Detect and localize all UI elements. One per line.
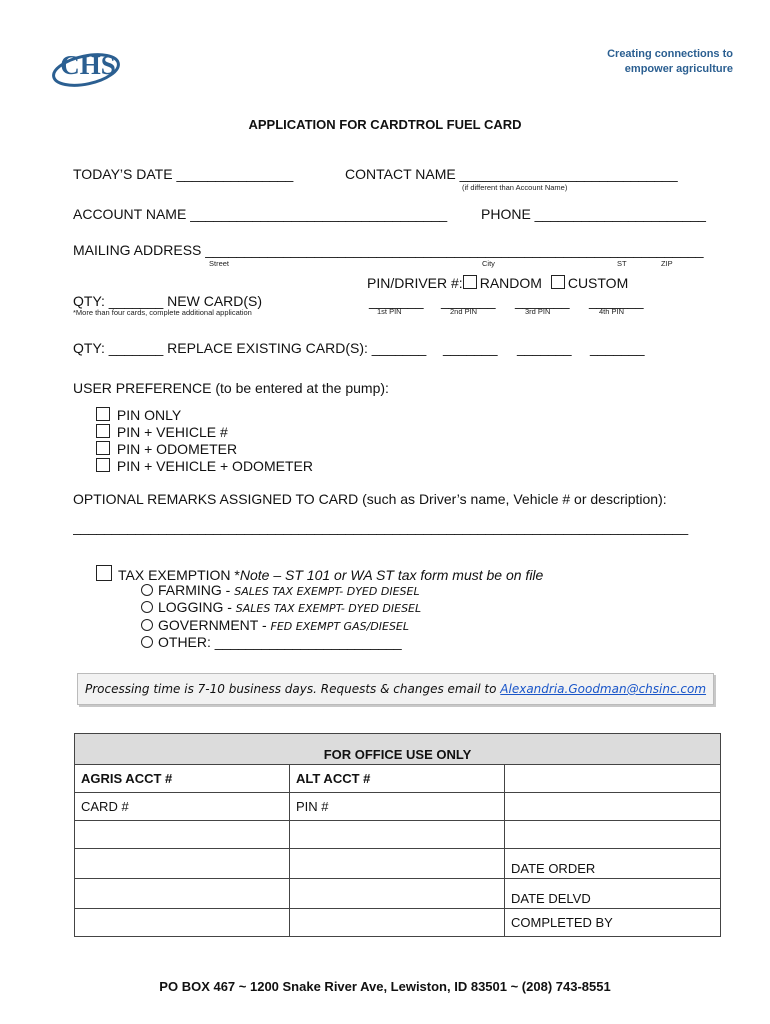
todays-date-field[interactable]: TODAY’S DATE _______________ xyxy=(73,166,294,182)
office-blank-cell xyxy=(75,879,290,909)
office-use-table xyxy=(74,733,721,937)
account-name-field[interactable]: ACCOUNT NAME _________________________________ xyxy=(73,206,448,222)
qty-new-note: *More than four cards, complete additional application xyxy=(73,308,252,317)
processing-notice xyxy=(77,673,714,705)
farming-radio[interactable] xyxy=(141,584,153,596)
pref-pin-only-label: PIN ONLY xyxy=(116,407,182,423)
logging-note: SALES TAX EXEMPT- DYED DIESEL xyxy=(235,602,422,615)
pin-4-field[interactable]: _______ xyxy=(589,293,644,309)
logging-radio[interactable] xyxy=(141,601,153,613)
random-checkbox[interactable] xyxy=(463,275,477,289)
mailing-address-field[interactable]: MAILING ADDRESS ________________________________________________________________ xyxy=(73,242,704,258)
address-zip-label: ZIP xyxy=(661,259,673,268)
completed-by-cell: COMPLETED BY xyxy=(505,909,721,937)
tax-exemption-checkbox[interactable] xyxy=(96,565,112,581)
remarks-label: OPTIONAL REMARKS ASSIGNED TO CARD (such as Driver’s name, Vehicle # or description): xyxy=(73,491,667,507)
footer-address: PO BOX 467 ~ 1200 Snake River Ave, Lewiston, ID 83501 ~ (208) 743-8551 xyxy=(159,979,611,994)
replace-field-3[interactable]: _______ xyxy=(517,340,572,356)
office-blank-cell xyxy=(75,849,290,879)
pin-driver-label: PIN/DRIVER #: xyxy=(367,275,463,291)
qty-replace-field[interactable]: QTY: _______ REPLACE EXISTING CARD(S): _______ xyxy=(73,340,427,356)
user-preference-label: USER PREFERENCE (to be entered at the pump): xyxy=(73,380,389,396)
pin-1-label: 1st PIN xyxy=(377,307,402,316)
contact-name-field[interactable]: CONTACT NAME ____________________________ xyxy=(345,166,678,182)
replace-field-2[interactable]: _______ xyxy=(443,340,498,356)
pref-pin-vehicle-checkbox[interactable] xyxy=(96,424,110,438)
tagline-line-1: Creating connections to xyxy=(607,48,733,60)
pin-3-label: 3rd PIN xyxy=(525,307,551,316)
other-label: OTHER: ________________________ xyxy=(158,634,402,650)
tax-other-option[interactable] xyxy=(141,634,402,650)
address-street-label: Street xyxy=(209,259,230,268)
pin-driver-row xyxy=(367,275,628,291)
pin-num-cell: PIN # xyxy=(290,793,505,821)
office-blank-cell xyxy=(505,765,721,793)
pref-pin-odometer-checkbox[interactable] xyxy=(96,441,110,455)
phone-field[interactable]: PHONE ______________________ xyxy=(481,206,706,222)
other-radio[interactable] xyxy=(141,636,153,648)
office-use-header: FOR OFFICE USE ONLY xyxy=(75,734,721,765)
custom-label: CUSTOM xyxy=(567,275,629,291)
office-blank-cell xyxy=(290,821,505,849)
replace-field-4[interactable]: _______ xyxy=(590,340,645,356)
pin-1-field[interactable]: _______ xyxy=(369,293,424,309)
tagline-line-2: empower agriculture xyxy=(624,63,733,75)
date-order-cell: DATE ORDER xyxy=(505,849,721,879)
office-blank-cell xyxy=(290,879,505,909)
tax-government-option[interactable] xyxy=(141,617,409,633)
tax-farming-option[interactable] xyxy=(141,582,420,598)
alt-acct-cell: ALT ACCT # xyxy=(290,765,505,793)
tax-exemption-note: Note – ST 101 or WA ST tax form must be on file xyxy=(239,567,544,583)
office-blank-cell xyxy=(290,849,505,879)
farming-note: SALES TAX EXEMPT- DYED DIESEL xyxy=(234,585,420,598)
government-note: FED EXEMPT GAS/DIESEL xyxy=(270,620,410,633)
pref-pin-vehicle-odometer[interactable] xyxy=(96,458,313,474)
pref-pin-vehicle-odometer-label: PIN + VEHICLE + ODOMETER xyxy=(116,458,313,474)
pref-pin-only-checkbox[interactable] xyxy=(96,407,110,421)
custom-checkbox[interactable] xyxy=(551,275,565,289)
logo-text: CHS xyxy=(60,50,116,80)
tax-exemption-row xyxy=(96,565,543,583)
form-title: APPLICATION FOR CARDTROL FUEL CARD xyxy=(248,117,522,132)
office-blank-cell xyxy=(75,821,290,849)
remarks-field[interactable]: _______________________________________________________________________________ xyxy=(73,519,689,535)
government-radio[interactable] xyxy=(141,619,153,631)
date-delvd-cell: DATE DELVD xyxy=(505,879,721,909)
office-blank-cell xyxy=(505,821,721,849)
pref-pin-vehicle[interactable] xyxy=(96,424,228,440)
pref-pin-vehicle-odometer-checkbox[interactable] xyxy=(96,458,110,472)
office-blank-cell xyxy=(505,793,721,821)
address-st-label: ST xyxy=(617,259,627,268)
random-label: RANDOM xyxy=(479,275,542,291)
farming-label: FARMING - xyxy=(158,582,235,598)
office-blank-cell xyxy=(290,909,505,937)
pref-pin-odometer-label: PIN + ODOMETER xyxy=(116,441,238,457)
card-num-cell: CARD # xyxy=(75,793,290,821)
pin-2-field[interactable]: _______ xyxy=(441,293,496,309)
government-label: GOVERNMENT - xyxy=(158,617,271,633)
contact-name-note: (if different than Account Name) xyxy=(462,183,568,192)
pref-pin-odometer[interactable] xyxy=(96,441,237,457)
tax-logging-option[interactable] xyxy=(141,599,421,615)
office-blank-cell xyxy=(75,909,290,937)
processing-notice-text: Processing time is 7-10 business days. Requests & changes email to xyxy=(84,682,501,696)
tagline xyxy=(607,47,733,77)
pin-2-label: 2nd PIN xyxy=(450,307,478,316)
chs-logo xyxy=(50,44,126,90)
pin-4-label: 4th PIN xyxy=(599,307,625,316)
pref-pin-only[interactable] xyxy=(96,407,181,423)
pref-pin-vehicle-label: PIN + VEHICLE # xyxy=(116,424,228,440)
logging-label: LOGGING - xyxy=(158,599,236,615)
pin-3-field[interactable]: _______ xyxy=(515,293,570,309)
contact-email-link[interactable]: Alexandria.Goodman@chsinc.com xyxy=(500,682,707,696)
agris-acct-cell: AGRIS ACCT # xyxy=(75,765,290,793)
address-city-label: City xyxy=(482,259,495,268)
tax-exemption-label: TAX EXEMPTION * xyxy=(118,567,240,583)
qty-new-cards-field[interactable]: QTY: _______ NEW CARD(S) xyxy=(73,293,263,309)
